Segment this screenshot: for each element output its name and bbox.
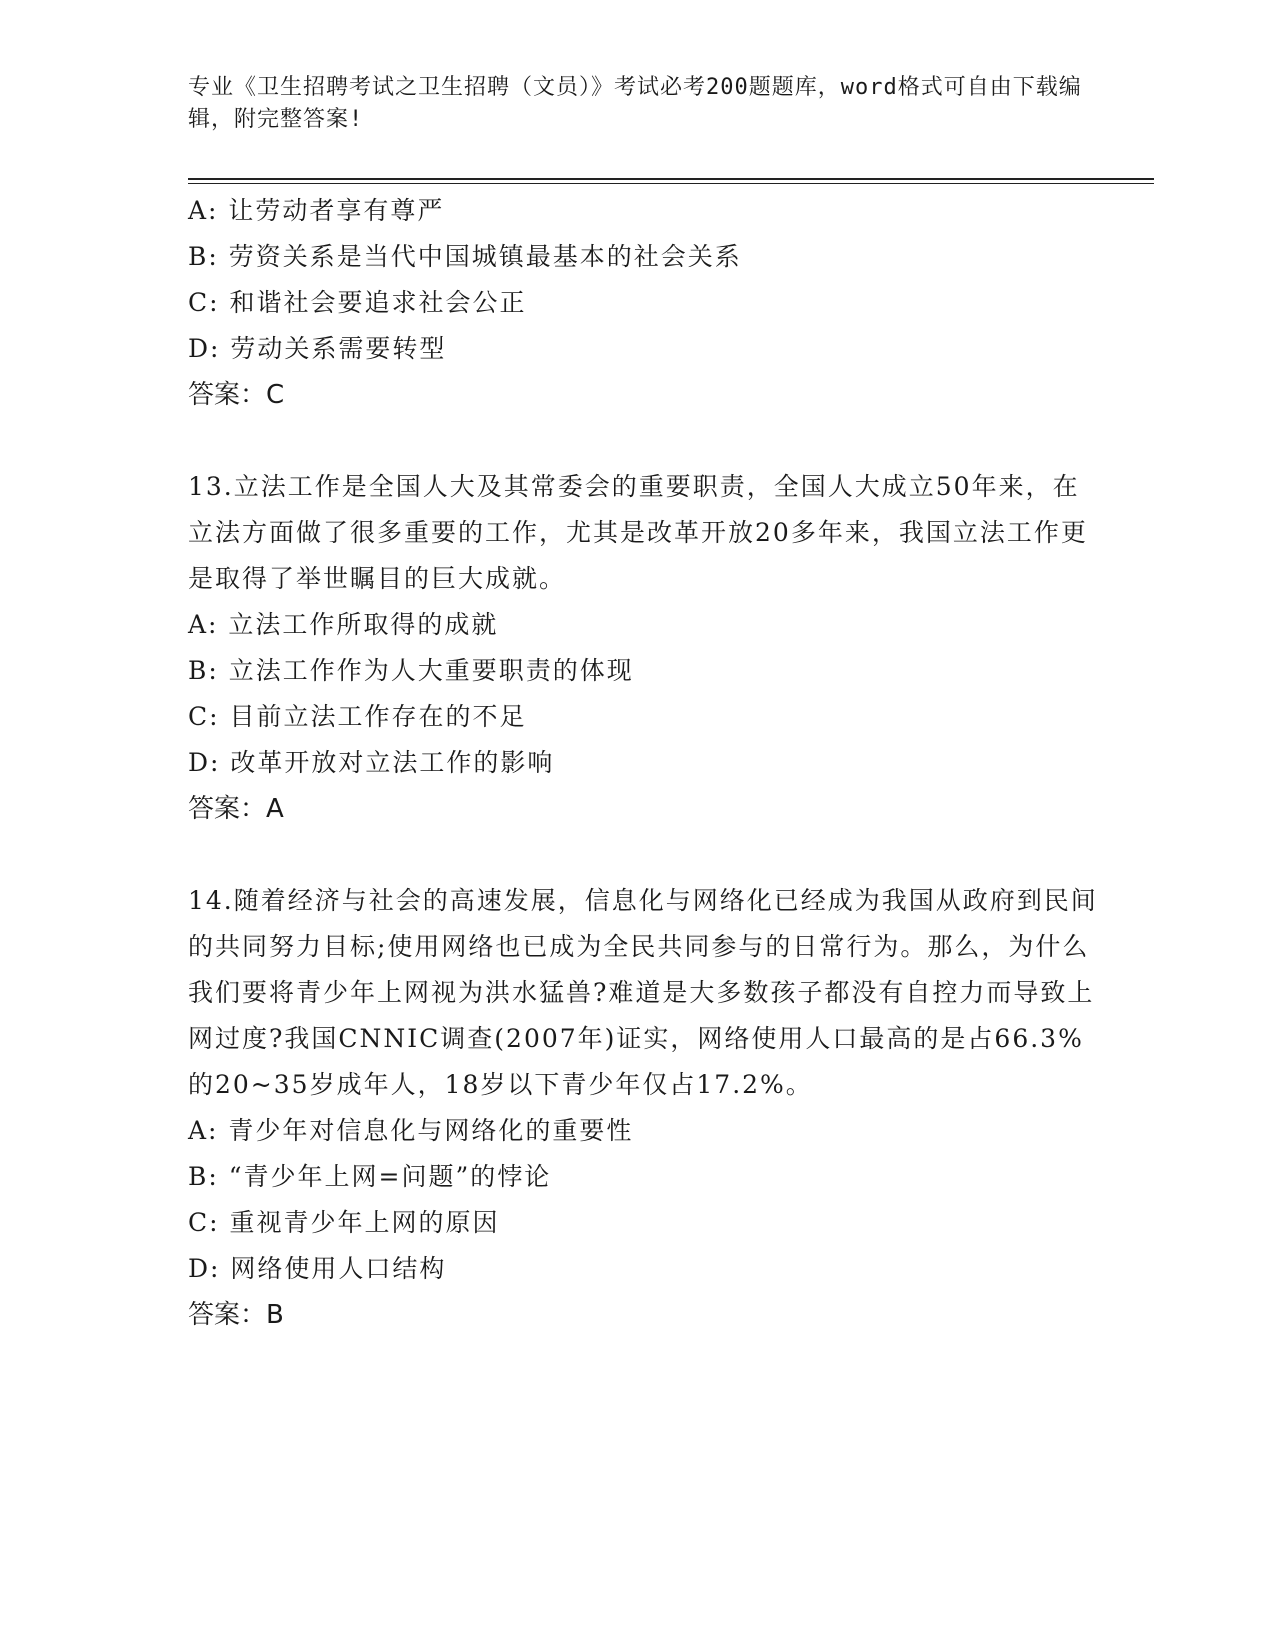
header-rule-thick [188,178,1154,180]
option-a: A: 让劳动者享有尊严 [188,196,445,225]
question-stem: 14.随着经济与社会的高速发展，信息化与网络化已经成为我国从政府到民间的共同努力目标;使用网络也已成为全民共同参与的日常行为。那么，为什么我们要将青少年上网视为洪水猛兽?难道是大多数孩子都没有自控力而导致上网过度?我国CNNIC调查(2007年)证实，网络使用人口最高的是占66.3%的20~35岁成年人，18岁以下青少年仅占17.2%。 [188,886,1098,1099]
option-a: A: 立法工作所取得的成就 [188,610,499,639]
option-a: A: 青少年对信息化与网络化的重要性 [188,1116,634,1145]
option-c: C: 重视青少年上网的原因 [188,1208,500,1237]
question-12-remainder [188,188,1098,418]
option-c: C: 和谐社会要追求社会公正 [188,288,527,317]
option-b: B: “青少年上网=问题”的悖论 [188,1162,552,1191]
option-d: D: 改革开放对立法工作的影响 [188,748,555,777]
answer-line: 答案：B [188,1300,284,1330]
document-body [188,188,1098,1338]
option-d: D: 劳动关系需要转型 [188,334,447,363]
question-stem: 13.立法工作是全国人大及其常委会的重要职责，全国人大成立50年来，在立法方面做了很多重要的工作，尤其是改革开放20多年来，我国立法工作更是取得了举世瞩目的巨大成就。 [188,472,1088,593]
question-13 [188,464,1098,832]
option-c: C: 目前立法工作存在的不足 [188,702,527,731]
answer-line: 答案：A [188,794,284,824]
answer-line: 答案：C [188,380,285,410]
option-d: D: 网络使用人口结构 [188,1254,447,1283]
document-header: 专业《卫生招聘考试之卫生招聘（文员）》考试必考200题题库，word格式可自由下载编辑，附完整答案! [188,75,1082,132]
option-b: B: 劳资关系是当代中国城镇最基本的社会关系 [188,242,742,271]
header-rule-thin [188,183,1154,184]
option-b: B: 立法工作作为人大重要职责的体现 [188,656,634,685]
question-14 [188,878,1098,1338]
